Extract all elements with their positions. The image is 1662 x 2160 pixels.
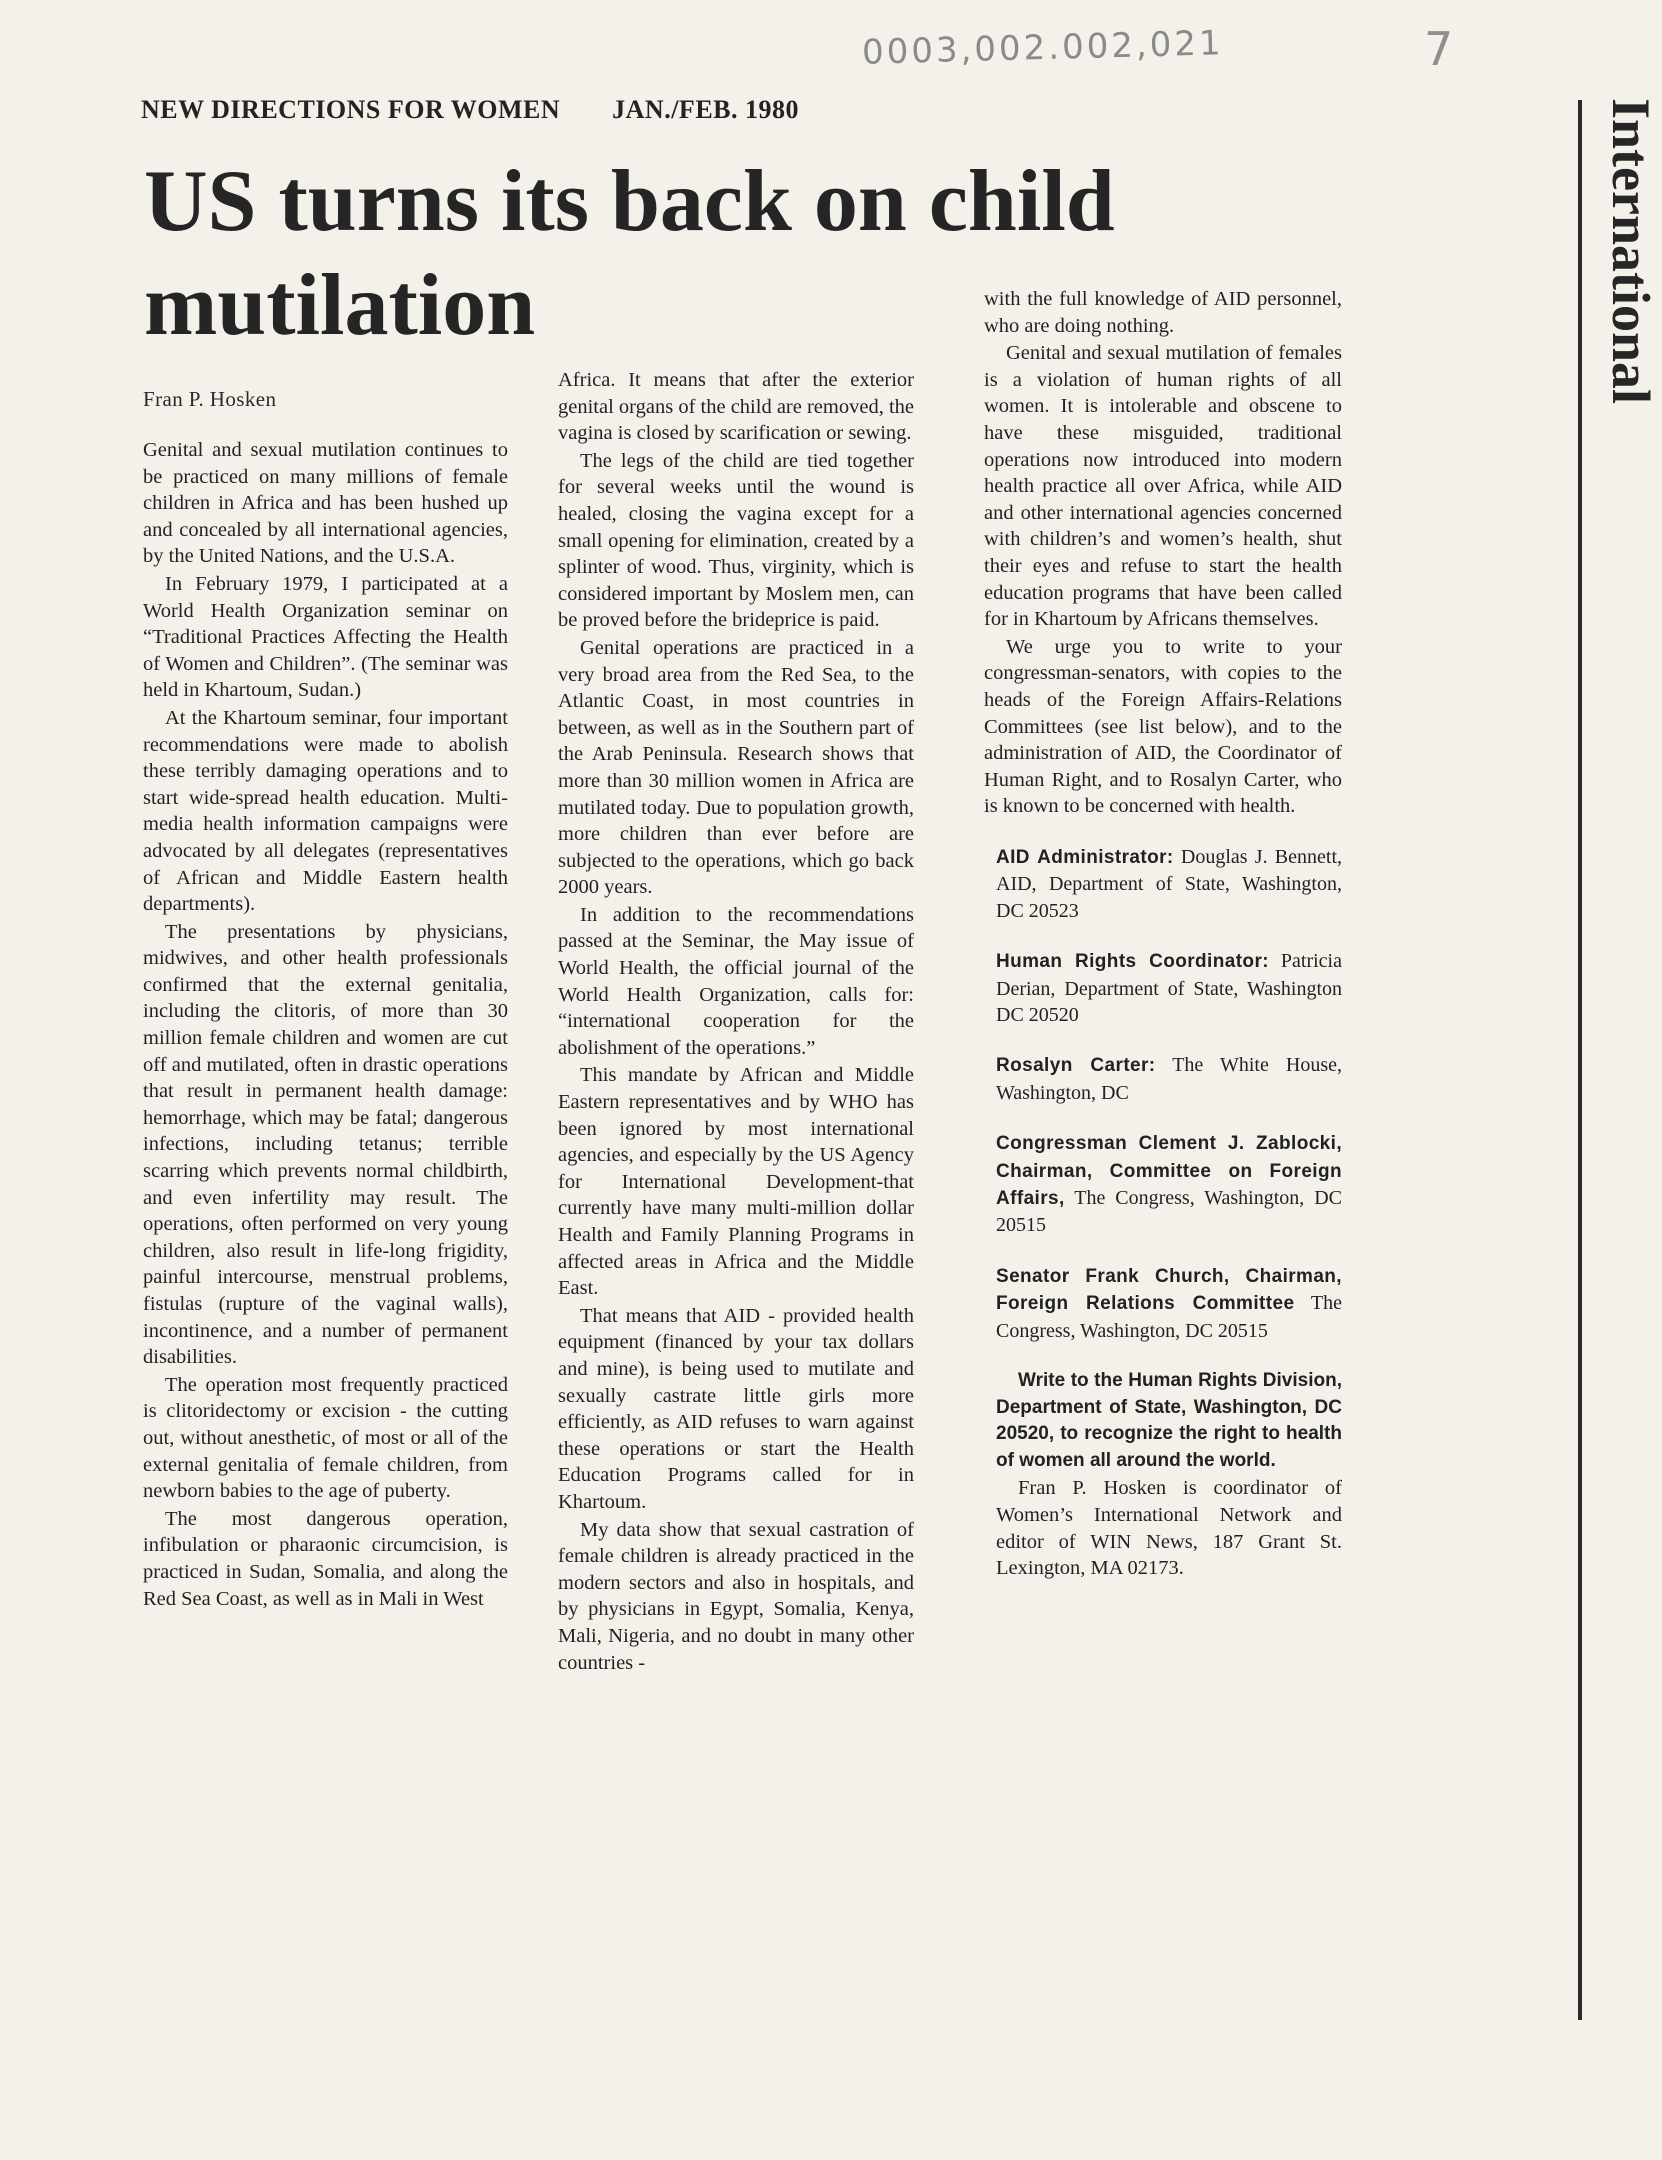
archive-id-stamp: 0003,002.002,021 [861,23,1225,73]
paragraph: Africa. It means that after the exterior genital organs of the child are removed, the vagina is closed by scarification or sewing. [558,369,914,445]
publication-name: NEW DIRECTIONS FOR WOMEN [141,95,561,124]
contact-name: Rosalyn Carter: [996,1055,1156,1077]
paragraph: The presentations by physicians, midwives, and other health professionals confirmed that the external genitalia, including the clitoris, of more than 30 million female children and women are cut off and mutilated, often in drastic operations that result in permanent health damage: hemorrhage, which may be fatal; dangerous infections, including tetanus; terrible scarring which prevents normal childbirth, and even infertility may result. The operations, often performed on very young children, also result in life-long frigidity, painful intercourse, menstrual problems, fistulas (rupture of the vaginal walls), incontinence, and a number of permanent disabilities. [143,920,508,1369]
issue-date: JAN./FEB. 1980 [612,95,799,124]
headline: US turns its back on child mutilation [144,153,1115,354]
contact-detail: The White House, Washington, DC [996,1054,1342,1104]
contact-entry [996,844,1342,924]
contact-name: Congressman Clement J. Zablocki, Chairman, Committee on Foreign Affairs, [996,1133,1342,1209]
write-note: Write to the Human Rights Division, Department of State, Washington, DC 20520, to recognize the right to health of women all around the world. [996,1369,1342,1471]
paragraph: That means that AID - provided health equipment (financed by your tax dollars and mine), is being used to mutilate and sexually castrate little girls more efficiently, as AID refuses to warn against these operations or start the Health Education Programs called for in Khartoum. [558,1304,914,1513]
paragraph: My data show that sexual castration of female children is already practiced in the modern sectors and also in hospitals, and by physicians in Egypt, Somalia, Kenya, Mali, Nigeria, and no doubt in many other countries - [558,1518,914,1674]
paragraph: Genital and sexual mutilation of females is a violation of human rights of all women. It is intolerable and obscene to have these misguided, traditional operations now introduced into modern health practice all over Africa, while AID and other international agencies concerned with children’s and women’s health, shut their eyes and refuse to start the health education programs that have been called for in Khartoum by Africans themselves. [984,342,1342,631]
contact-name: AID Administrator: [996,846,1174,868]
paragraph: In addition to the recommendations passed at the Seminar, the May issue of World Health, the official journal of the World Health Organization, calls for: “international cooperation for the abolishment of the operations.” [558,903,914,1059]
paragraph: The operation most frequently practiced is clitoridectomy or excision - the cutting out, without anesthetic, of most or all of the external genitalia of female children, from newborn babies to the age of puberty. [143,1373,508,1503]
contact-detail: The Congress, Washington, DC 20515 [996,1186,1342,1237]
paragraph: The most dangerous operation, infibulation or pharaonic circumcision, is practiced in Sudan, Somalia, and along the Red Sea Coast, as well as in Mali in West [143,1507,508,1610]
section-rule [1578,100,1582,2020]
contact-name: Human Rights Coordinator: [996,951,1269,973]
byline: Fran P. Hosken [143,387,277,411]
page-mark: 7 [1424,22,1454,76]
paragraph: At the Khartoum seminar, four important recommendations were made to abolish these terribly damaging operations and to start wide-spread health education. Multi-media health information campaigns were advocated by all delegates (representatives of African and Middle Eastern health departments). [143,706,508,916]
article-column-1 [143,437,508,1613]
paragraph: Genital operations are practiced in a very broad area from the Red Sea, to the Atlantic Coast, in most countries in between, as well as in the Southern part of the Arab Peninsula. Research shows that more than 30 million women in Africa are mutilated today. Due to population growth, more children than ever before are subjected to the operations, which go back 2000 years. [558,636,914,899]
article-column-3 [984,286,1342,1583]
contact-entry [996,1130,1342,1239]
article-column-2 [558,367,914,1677]
author-note: Fran P. Hosken is coordinator of Women’s International Network and editor of WIN News, 187 Grant St. Lexington, MA 02173. [996,1477,1342,1580]
contact-detail: Patricia Derian, Department of State, Washington DC 20520 [996,950,1342,1026]
section-label: International [1601,98,1661,405]
contact-entry [996,1052,1342,1106]
paragraph: This mandate by African and Middle Eastern representatives and by WHO has been ignored by most international agencies, and especially by the US Agency for International Development-that currently have many multi-million dollar Health and Family Planning Programs in affected areas in Africa and the Middle East. [558,1064,914,1300]
paragraph: In February 1979, I participated at a World Health Organization seminar on “Traditional Practices Affecting the Health of Women and Children”. (The seminar was held in Khartoum, Sudan.) [143,572,508,702]
contact-entry [996,1263,1342,1344]
contact-entry [996,948,1342,1028]
paragraph: We urge you to write to your congressman-senators, with copies to the heads of the Foreign Affairs-Relations Committees (see list below), and to the administration of AID, the Coordinator of Human Right, and to Rosalyn Carter, who is known to be concerned with health. [984,635,1342,818]
paragraph: Genital and sexual mutilation continues to be practiced on many millions of female children in Africa and has been hushed up and concealed by all international agencies, by the United Nations, and the U.S.A. [143,439,508,568]
contact-detail: The Congress, Washington, DC 20515 [996,1292,1342,1342]
contact-name: Senator Frank Church, Chairman, Foreign Relations Committee [996,1265,1342,1315]
paragraph: The legs of the child are tied together for several weeks until the wound is healed, closing the vagina except for a small opening for elimination, created by a splinter of wood. Thus, virginity, which is considered important by Moslem men, can be proved before the brideprice is paid. [558,449,914,632]
masthead [141,95,799,125]
contact-detail: Douglas J. Bennett, AID, Department of State, Washington, DC 20523 [996,845,1343,922]
paragraph: with the full knowledge of AID personnel, who are doing nothing. [984,288,1342,337]
